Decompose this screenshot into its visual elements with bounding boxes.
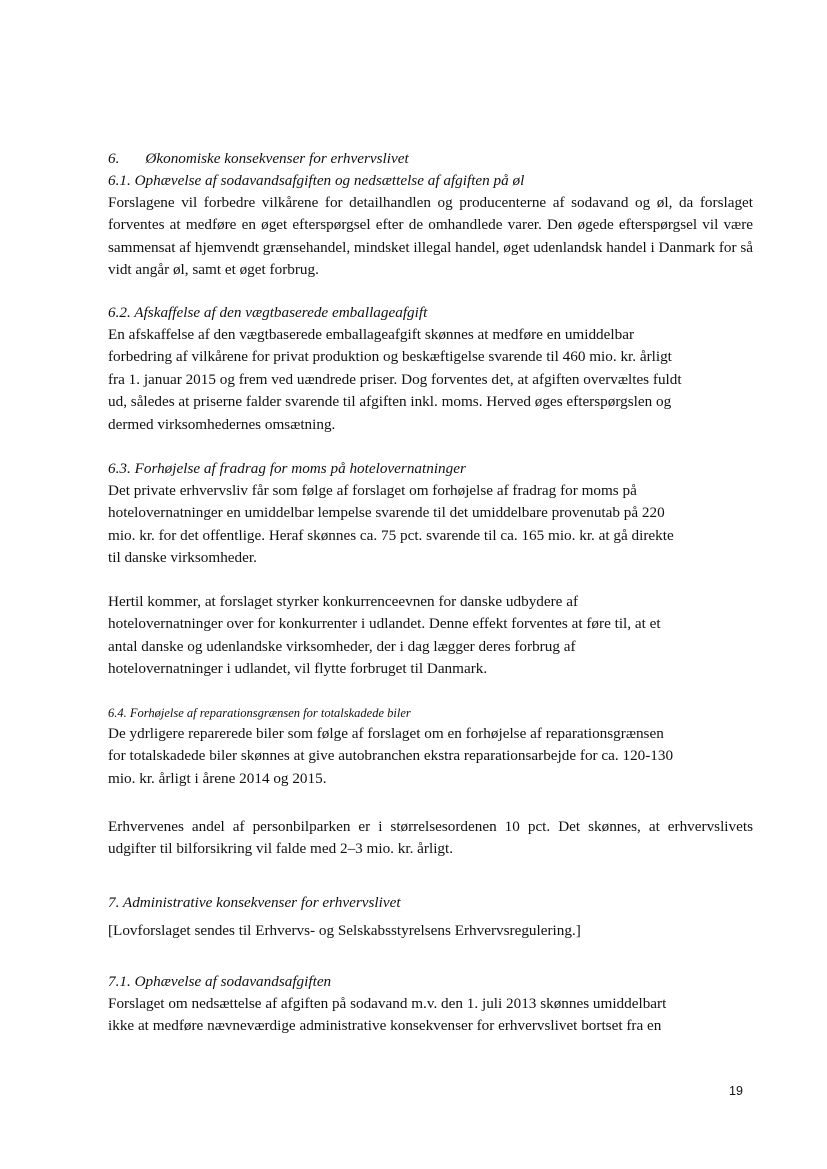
section-number: 6. (108, 150, 120, 167)
section-7 (108, 892, 753, 942)
section-6-1 (108, 170, 753, 282)
paragraph-line: hotelovernatninger i udlandet, vil flytte forbruget til Danmark. (108, 660, 488, 678)
section-6-2 (108, 302, 753, 436)
section-6-4-continued (108, 816, 753, 861)
section-6-3 (108, 458, 753, 570)
paragraph-line: mio. kr. årligt i årene 2014 og 2015. (108, 769, 327, 787)
section-heading: 7. Administrative konsekvenser for erhvervslivet (108, 894, 401, 911)
paragraph-line: fra 1. januar 2015 og frem ved uændrede priser. Dog forventes det, at afgiften overvæltes fuldt (108, 370, 682, 388)
paragraph-line: for totalskadede biler skønnes at give autobranchen ekstra reparationsarbejde for ca. 120-130 (108, 747, 674, 765)
section-heading: 6.1. Ophævelse af sodavandsafgiften og nedsættelse af afgiften på øl (108, 172, 525, 189)
section-paragraph: Erhvervenes andel af personbilparken er i størrelsesordenen 10 pct. Det skønnes, at erhvervslivets udgifter til bilforsikring vil falde med 2–3 mio. kr. årligt. (108, 818, 753, 858)
paragraph-line: mio. kr. for det offentlige. Heraf skønnes ca. 75 pct. svarende til ca. 165 mio. kr. at gå direkte (108, 526, 674, 544)
paragraph-line: Det private erhvervsliv får som følge af forslaget om forhøjelse af fradrag for moms på (108, 482, 637, 499)
section-heading: 7.1. Ophævelse af sodavandsafgiften (108, 973, 332, 990)
section-paragraph: [Lovforslaget sendes til Erhvervs- og Selskabsstyrelsens Erhvervsregulering.] (108, 922, 581, 939)
paragraph-line: ikke at medføre nævneværdige administrative konsekvenser for erhvervslivet bortset fra en (108, 1017, 662, 1035)
section-paragraph: Forslagene vil forbedre vilkårene for detailhandlen og producenterne af sodavand og øl, da forslaget forventes at medføre en øget efterspørgsel efter de omhandlede varer. Den øgede efterspørgsel vil være sammensat af hjemvendt grænsehandel, mindsket illegal handel, øget udenlandsk handel i Danmark for så vidt angår øl, samt et øget forbrug. (108, 194, 753, 279)
paragraph-line: De ydrligere reparerede biler som følge af forslaget om en forhøjelse af reparationsgrænsen (108, 725, 664, 742)
paragraph-line: dermed virksomhedernes omsætning. (108, 415, 336, 433)
section-heading: 6.2. Afskaffelse af den vægtbaserede emballageafgift (108, 304, 428, 321)
paragraph-line: hotelovernatninger over for konkurrenter i udlandet. Denne effekt forventes at føre til, at et (108, 615, 661, 633)
section-title: Økonomiske konsekvenser for erhvervslivet (145, 150, 409, 167)
paragraph-line: antal danske og udenlandske virksomheder, der i dag lægger deres forbrug af (108, 637, 576, 655)
paragraph-line: En afskaffelse af den vægtbaserede emballageafgift skønnes at medføre en umiddelbar (108, 326, 635, 343)
section-6-4 (108, 703, 753, 790)
section-heading: 6.4. Forhøjelse af reparationsgrænsen for totalskadede biler (108, 706, 411, 720)
section-7-1 (108, 971, 753, 1038)
paragraph-line: hotelovernatninger en umiddelbar lempelse svarende til det umiddelbare provenutab på 220 (108, 504, 665, 522)
section-6-3-continued (108, 591, 753, 681)
paragraph-line: forbedring af vilkårene for privat produktion og beskæftigelse svarende til 460 mio. kr. årligt (108, 348, 672, 366)
page-number: 19 (729, 1084, 743, 1098)
section-6-heading (108, 148, 753, 170)
section-heading: 6.3. Forhøjelse af fradrag for moms på hotelovernatninger (108, 460, 466, 477)
paragraph-line: ud, således at priserne falder svarende til afgiften inkl. moms. Herved øges efterspørgslen og (108, 393, 672, 411)
paragraph-line: Hertil kommer, at forslaget styrker konkurrenceevnen for danske udbydere af (108, 593, 579, 610)
paragraph-line: til danske virksomheder. (108, 549, 257, 567)
paragraph-line: Forslaget om nedsættelse af afgiften på sodavand m.v. den 1. juli 2013 skønnes umiddelbart (108, 995, 667, 1012)
